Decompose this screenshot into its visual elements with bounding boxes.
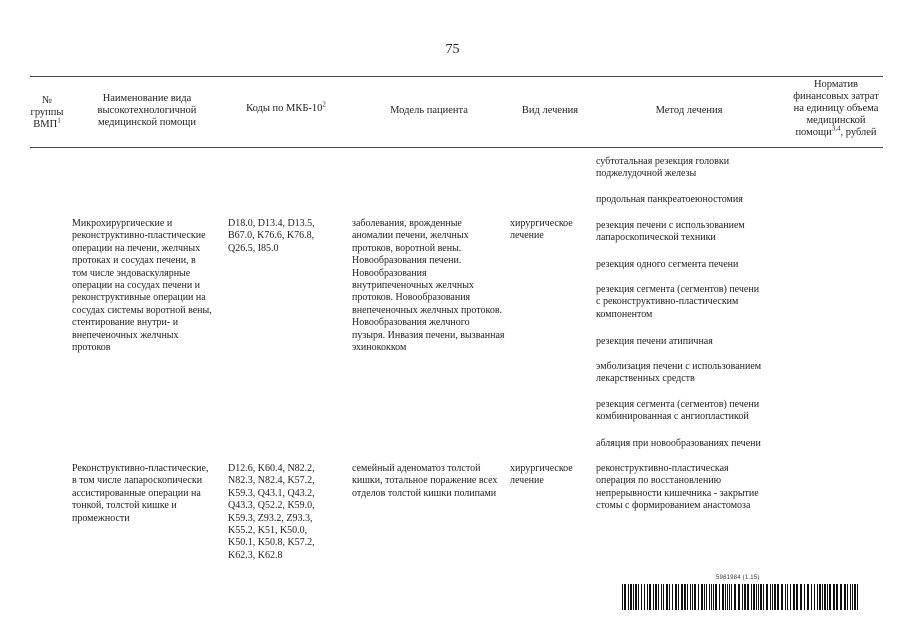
text-line: компонентом [596,308,653,320]
method-item [596,194,786,206]
text-line: абляция при новообразованиях печени [596,438,761,449]
text-line: резекция сегмента (сегментов) печени [596,284,760,295]
footnote-mark: 2 [322,100,326,109]
text-line: в том числе лапароскопически [72,475,203,487]
text-line: тонкой, толстой кишке и [72,500,177,512]
row-name [72,463,226,525]
row-icd-codes [228,218,346,255]
text-line: реконструктивные операции на [72,292,206,304]
text-line: эмболизация печени с использованием [596,361,762,372]
footnote-mark: 1 [57,116,61,125]
header-text: на единицу объема [793,103,879,114]
text-line: с реконструктивно-пластическим [596,296,739,308]
text-line: протоках и сосудах печени, в [72,255,196,267]
text-line: непрерывности кишечника - закрытие [596,487,759,499]
text-line: пузыря. Инвазия печени, вызванная [352,329,505,341]
header-text: финансовых затрат [793,91,879,102]
header-icd-codes [228,100,344,115]
text-line: K59.3, Z93.2, Z93.3, [228,512,313,524]
text-line: Новообразования [352,267,427,279]
text-line: промежности [72,512,130,524]
text-line: Микрохирургические и [72,218,173,229]
row-treatment-type [510,463,594,488]
text-line: внепеченочных желчных [72,329,179,341]
header-text: № [41,95,53,106]
method-item [596,438,786,450]
header-norm [786,79,886,139]
text-line: N82.3, N82.4, K57.2, [228,475,315,487]
text-line: D18.0, D13.4, D13.5, [228,218,315,229]
header-patient-model: Модель пациента [390,105,468,116]
text-line: реконструктивно-пластическая [596,463,729,474]
barcode-number: 5961984 (1.15) [716,575,760,581]
text-line: продольная панкреатоеюностомия [596,194,743,205]
text-line: резекция печени с использованием [596,220,745,231]
table-header-top-rule [30,76,883,77]
header-text: медицинской помощи [98,117,196,128]
header-text: медицинской [806,115,866,126]
text-line: кишки, тотальное поражение всех [352,475,498,487]
text-line: K55.2, K51, K50.0, [228,525,308,537]
text-line: ассистированные операции на [72,487,201,499]
text-line: лапароскопической техники [596,232,716,244]
text-line: K59.3, Q43.1, Q43.2, [228,487,315,499]
page-number: 75 [445,42,460,57]
text-line: заболевания, врожденные [352,218,462,229]
header-text: , рублей [840,127,877,138]
text-line: Новообразования желчного [352,317,470,329]
text-line: протоков, воротной вены. [352,242,462,254]
text-line: внутрипеченочных желчных [352,280,474,292]
text-line: лекарственных средств [596,373,695,385]
text-line: стомы с формированием анастомоза [596,500,751,512]
text-line: Реконструктивно-пластические, [72,463,209,474]
text-line: резекция печени атипичная [596,336,713,347]
text-line: K62.3, K62.8 [228,549,283,561]
text-line: операции на печени, желчных [72,242,201,254]
method-item [596,463,786,513]
text-line: резекция одного сегмента печени [596,259,739,270]
text-line: лечение [510,475,544,487]
text-line: протоков. Новообразования [352,292,471,304]
header-text: Коды по МКБ-10 [246,103,323,114]
method-item [596,156,786,181]
row-name [72,218,226,354]
text-line: сосудах системы воротной вены, [72,304,212,316]
header-group-number [30,95,64,131]
text-line: B67.0, K76.6, K76.8, [228,230,315,242]
header-method: Метод лечения [655,105,723,116]
text-line: поджелудочной железы [596,168,697,180]
row-icd-codes [228,463,346,562]
method-item [596,284,786,321]
text-line: Q43.3, Q52.2, K59.0, [228,500,315,512]
text-line: эхинококком [352,342,407,354]
header-text: Норматив [813,79,859,90]
method-item [596,361,786,386]
text-line: лечение [510,230,544,242]
header-treatment-type: Вид лечения [521,105,579,116]
text-line: резекция сегмента (сегментов) печени [596,399,760,410]
text-line: операция по восстановлению [596,475,722,487]
text-line: комбинированная с ангиопластикой [596,411,749,423]
text-line: отделов толстой кишки полипами [352,487,497,499]
row-patient-model [352,218,508,354]
text-line: внепеченочных желчных протоков. [352,304,503,316]
text-line: стентирование внутри- и [72,317,179,329]
text-line: Новообразования печени. [352,255,462,267]
method-item [596,220,786,245]
text-line: хирургическое [510,463,573,474]
method-item [596,336,786,348]
text-line: протоков [72,342,111,354]
barcode [622,584,860,610]
header-text: ВМП [33,119,58,130]
header-text: помощи [795,127,832,138]
text-line: семейный аденоматоз толстой [352,463,481,474]
text-line: аномалии печени, желчных [352,230,469,242]
text-line: операции на сосудах печени и [72,280,201,292]
text-line: Q26.5, I85.0 [228,242,279,254]
header-text: высокотехнологичной [97,105,197,116]
text-line: K50.1, K50.8, K57.2, [228,537,315,549]
text-line: том числе эндоваскулярные [72,267,191,279]
row-treatment-type [510,218,594,243]
method-item [596,399,786,424]
method-item [596,259,786,271]
row-patient-model [352,463,508,500]
header-text: Наименование вида [102,93,192,104]
table-header-bottom-rule [30,147,883,148]
text-line: хирургическое [510,218,573,229]
text-line: субтотальная резекция головки [596,156,730,167]
footnote-mark: 3,4 [831,124,841,133]
text-line: реконструктивно-пластические [72,230,206,242]
header-name [72,93,222,129]
header-text: группы [30,107,64,118]
text-line: D12.6, K60.4, N82.2, [228,463,315,474]
